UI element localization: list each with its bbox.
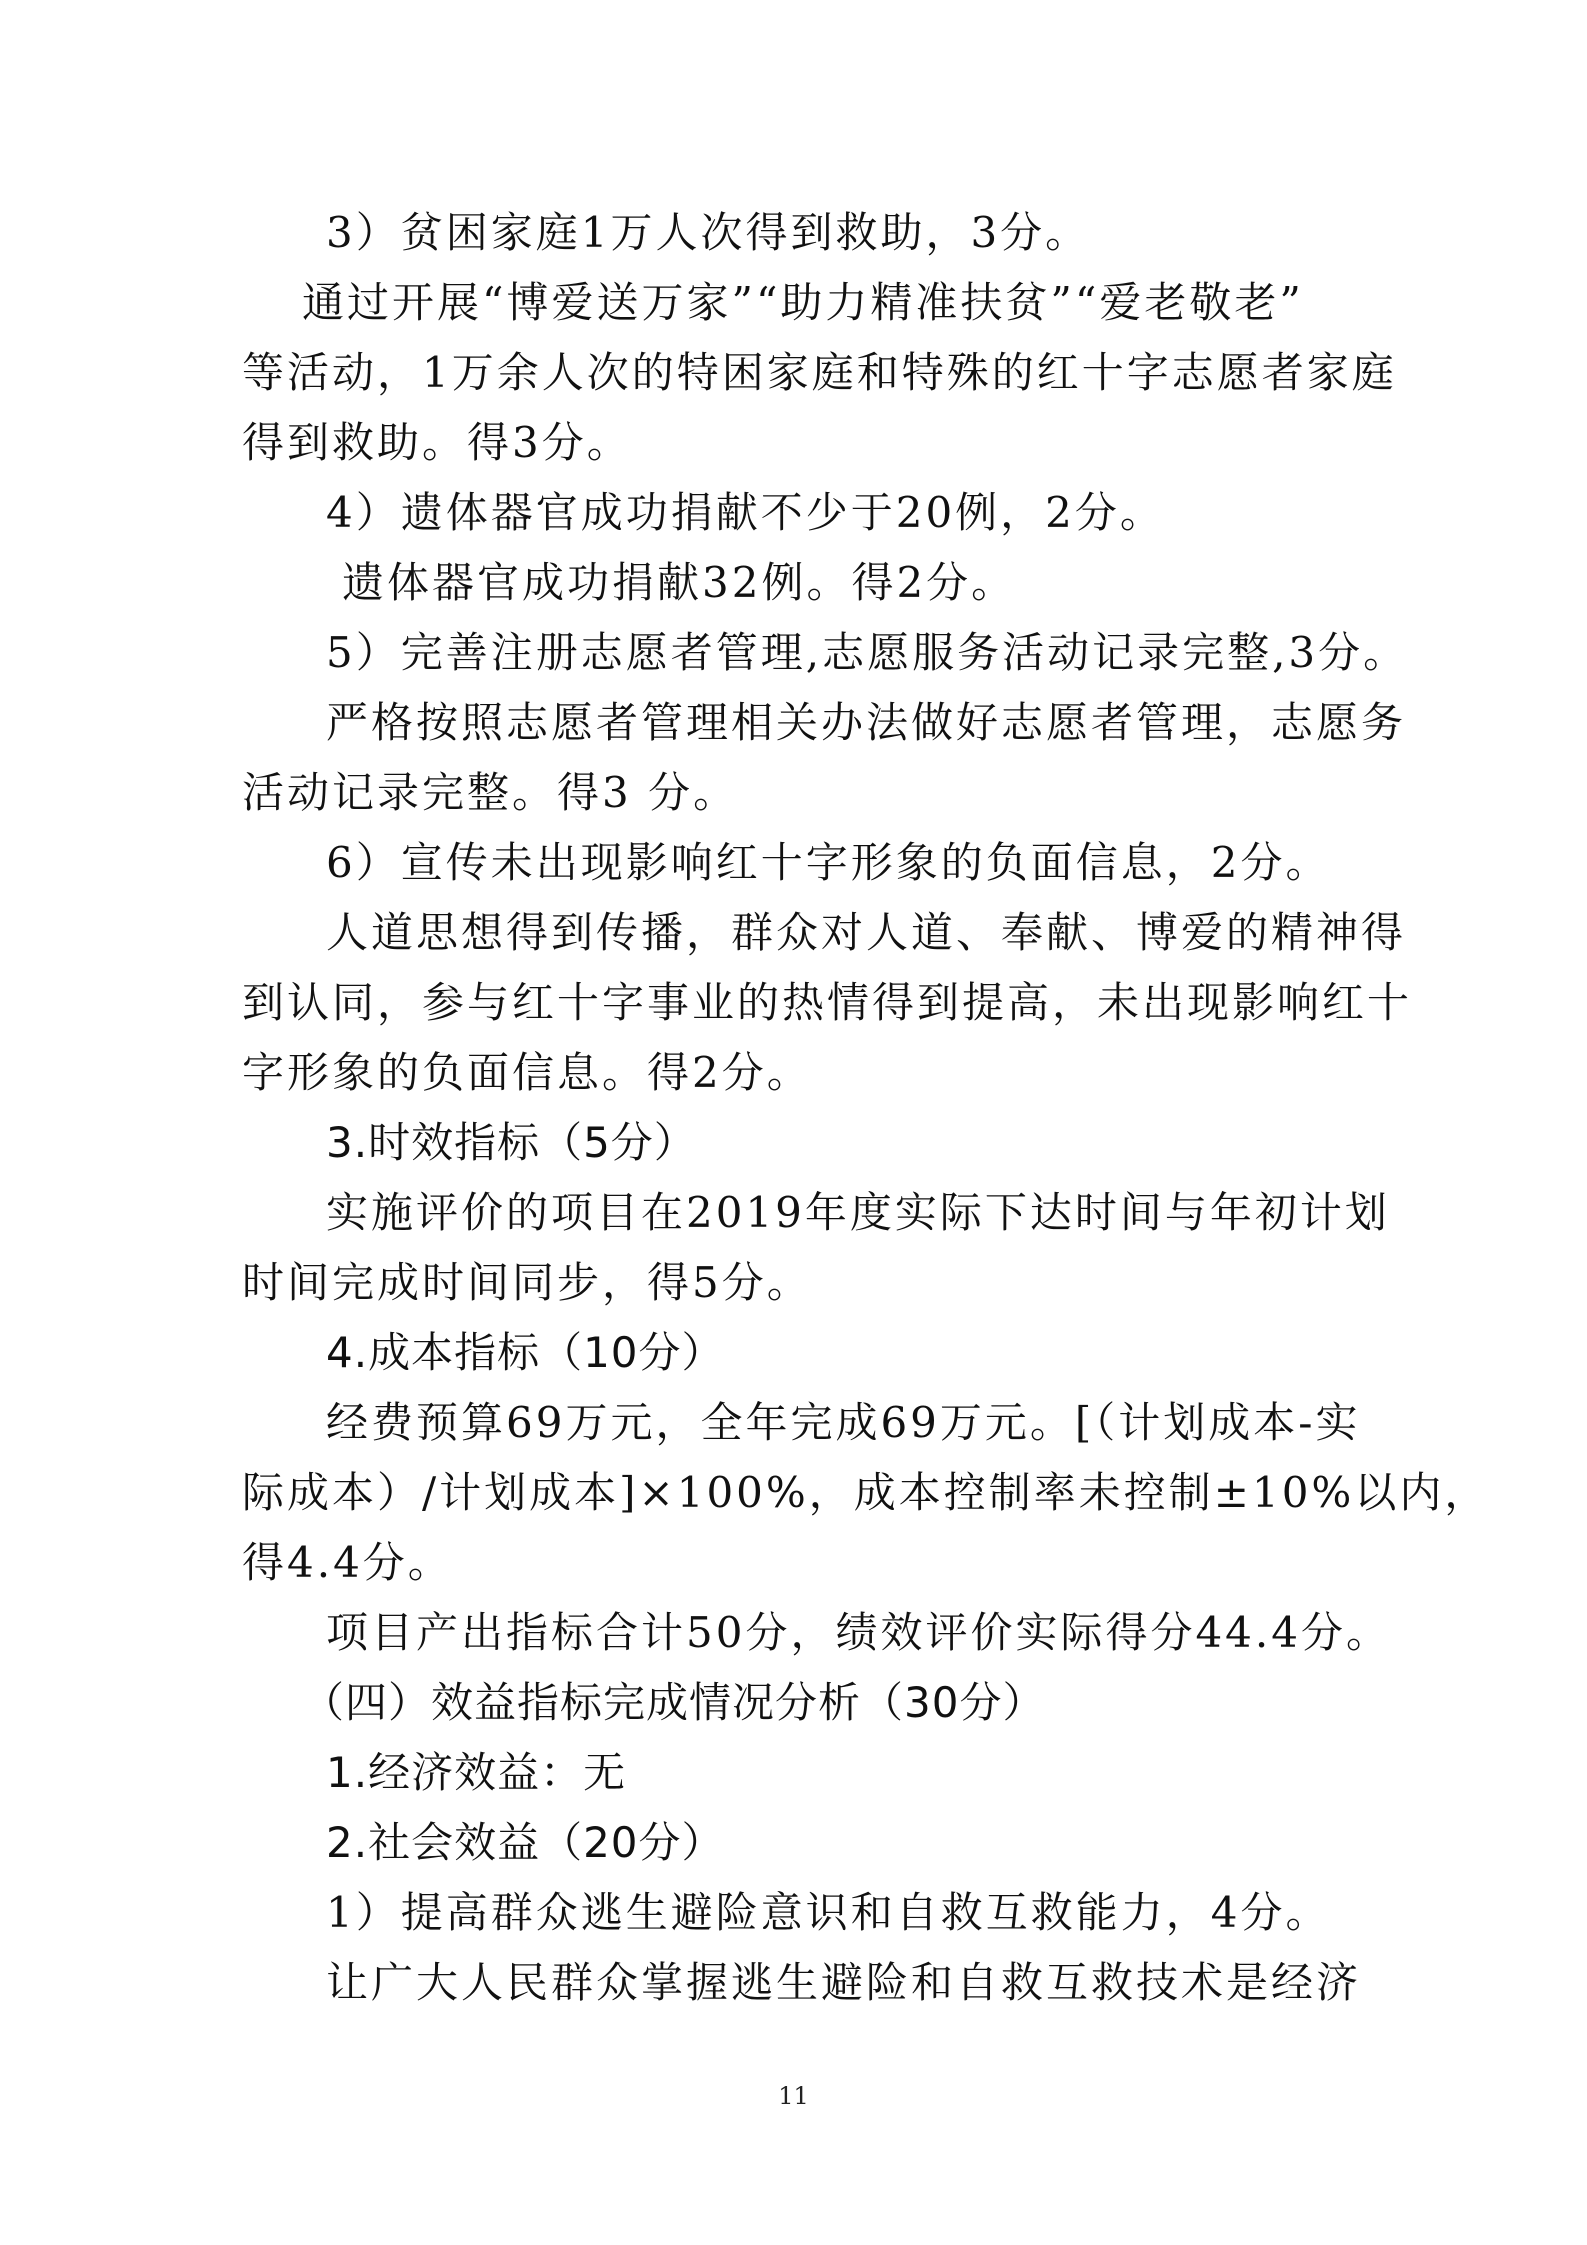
list-item-publicity: 6）宣传未出现影响红十字形象的负面信息，2分。: [326, 838, 1331, 887]
list-item-volunteer-management: 5）完善注册志愿者管理,志愿服务活动记录完整,3分。: [326, 628, 1409, 677]
paragraph-line: 际成本）/计划成本]×100%，成本控制率未控制±10%以内，: [242, 1468, 1490, 1517]
paragraph-line: 到认同，参与红十字事业的热情得到提高，未出现影响红十: [242, 978, 1413, 1027]
section-heading-cost: 4.成本指标（10分）: [326, 1328, 725, 1377]
page-number: 11: [778, 2082, 809, 2110]
paragraph-line: 实施评价的项目在2019年度实际下达时间与年初计划: [326, 1188, 1390, 1237]
paragraph-line: 人道思想得到传播，群众对人道、奉献、博爱的精神得: [326, 908, 1407, 957]
paragraph-line: 遗体器官成功捐献32例。得2分。: [342, 558, 1017, 607]
paragraph-line: 让广大人民群众掌握逃生避险和自救互救技术是经济: [326, 1958, 1362, 2007]
list-item-self-rescue: 1）提高群众逃生避险意识和自救互救能力，4分。: [326, 1888, 1331, 1937]
paragraph-line: 活动记录完整。得3 分。: [242, 768, 739, 817]
paragraph-line: 得4.4分。: [242, 1538, 453, 1587]
section-heading-economic-benefit: 1.经济效益：无: [326, 1748, 627, 1797]
list-item-poor-families: 3）贫困家庭1万人次得到救助，3分。: [326, 208, 1091, 257]
document-body: [242, 198, 1490, 2018]
section-heading-timeliness: 3.时效指标（5分）: [326, 1118, 697, 1167]
paragraph-line: 严格按照志愿者管理相关办法做好志愿者管理，志愿务: [326, 698, 1407, 747]
paragraph-line: 通过开展“博爱送万家”“助力精准扶贫”“爱老敬老”: [302, 278, 1304, 327]
section-heading-benefit-analysis: （四）效益指标完成情况分析（30分）: [302, 1678, 1046, 1727]
list-item-organ-donation: 4）遗体器官成功捐献不少于20例，2分。: [326, 488, 1165, 537]
paragraph-line: 时间完成时间同步，得5分。: [242, 1258, 812, 1307]
paragraph-line: 经费预算69万元，全年完成69万元。[（计划成本-实: [326, 1398, 1361, 1447]
section-heading-social-benefit: 2.社会效益（20分）: [326, 1818, 725, 1867]
paragraph-line: 项目产出指标合计50分，绩效评价实际得分44.4分。: [326, 1608, 1391, 1657]
paragraph-line: 得到救助。得3分。: [242, 418, 632, 467]
paragraph-line: 字形象的负面信息。得2分。: [242, 1048, 812, 1097]
paragraph-line: 等活动，1万余人次的特困家庭和特殊的红十字志愿者家庭: [242, 348, 1397, 397]
